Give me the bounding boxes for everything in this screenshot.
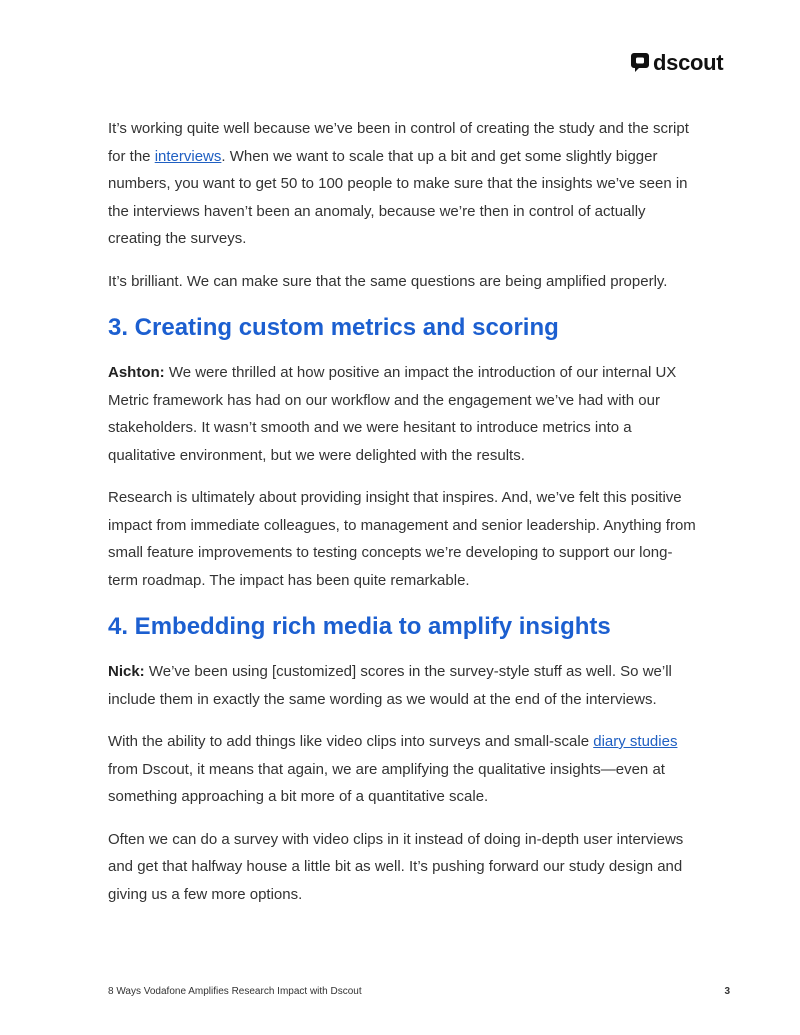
speaker-name: Ashton:	[108, 364, 165, 381]
paragraph	[108, 115, 698, 253]
diary-studies-link[interactable]: diary studies	[593, 733, 678, 750]
article-body	[108, 115, 698, 923]
speech-bubble-icon	[631, 53, 649, 73]
paragraph	[108, 728, 698, 811]
logo-wordmark: dscout	[653, 50, 724, 75]
section-heading-3: 3. Creating custom metrics and scoring	[108, 314, 559, 341]
paragraph-text: . When we want to scale that up a bit and get some slightly bigger numbers, you want to get 50 to 100 people to make sure that the insights we’ve seen in the interviews haven’t been an anomaly, because we’re then in control of actually creating the surveys.	[108, 147, 688, 247]
dscout-logo	[631, 52, 723, 74]
paragraph-text: We’ve been using [customized] scores in the survey-style stuff as well. So we’ll include them in exactly the same wording as we would at the end of the interviews.	[108, 663, 672, 708]
paragraph	[108, 359, 698, 469]
paragraph: Research is ultimately about providing insight that inspires. And, we’ve felt this positive impact from immediate colleagues, to management and senior leadership. Anything from small feature improvements to testing concepts we’re developing to support our long-term roadmap. The impact has been quite remarkable.	[108, 489, 696, 589]
footer-title: 8 Ways Vodafone Amplifies Research Impact with Dscout	[108, 986, 362, 997]
paragraph-text: from Dscout, it means that again, we are amplifying the qualitative insights—even at something approaching a bit more of a quantitative scale.	[108, 760, 665, 805]
paragraph-text: We were thrilled at how positive an impact the introduction of our internal UX Metric framework has had on our workflow and the engagement we’ve had with our stakeholders. It wasn’t smooth and we were hesitant to introduce metrics into a qualitative environment, but we were delighted with the results.	[108, 364, 677, 464]
paragraph-text: It’s working quite well because we’ve been in control of creating the study and the script for the	[108, 120, 689, 165]
paragraph: It’s brilliant. We can make sure that the same questions are being amplified properly.	[108, 272, 668, 290]
section-heading-4: 4. Embedding rich media to amplify insights	[108, 613, 611, 640]
paragraph: Often we can do a survey with video clips in it instead of doing in-depth user interviews and get that halfway house a little bit as well. It’s pushing forward our study design and giving us a few more options.	[108, 830, 684, 903]
page-number: 3	[724, 986, 730, 997]
speaker-name: Nick:	[108, 663, 145, 680]
paragraph-text: With the ability to add things like video clips into surveys and small-scale	[108, 733, 594, 750]
paragraph	[108, 658, 698, 713]
interviews-link[interactable]: interviews	[154, 147, 222, 165]
